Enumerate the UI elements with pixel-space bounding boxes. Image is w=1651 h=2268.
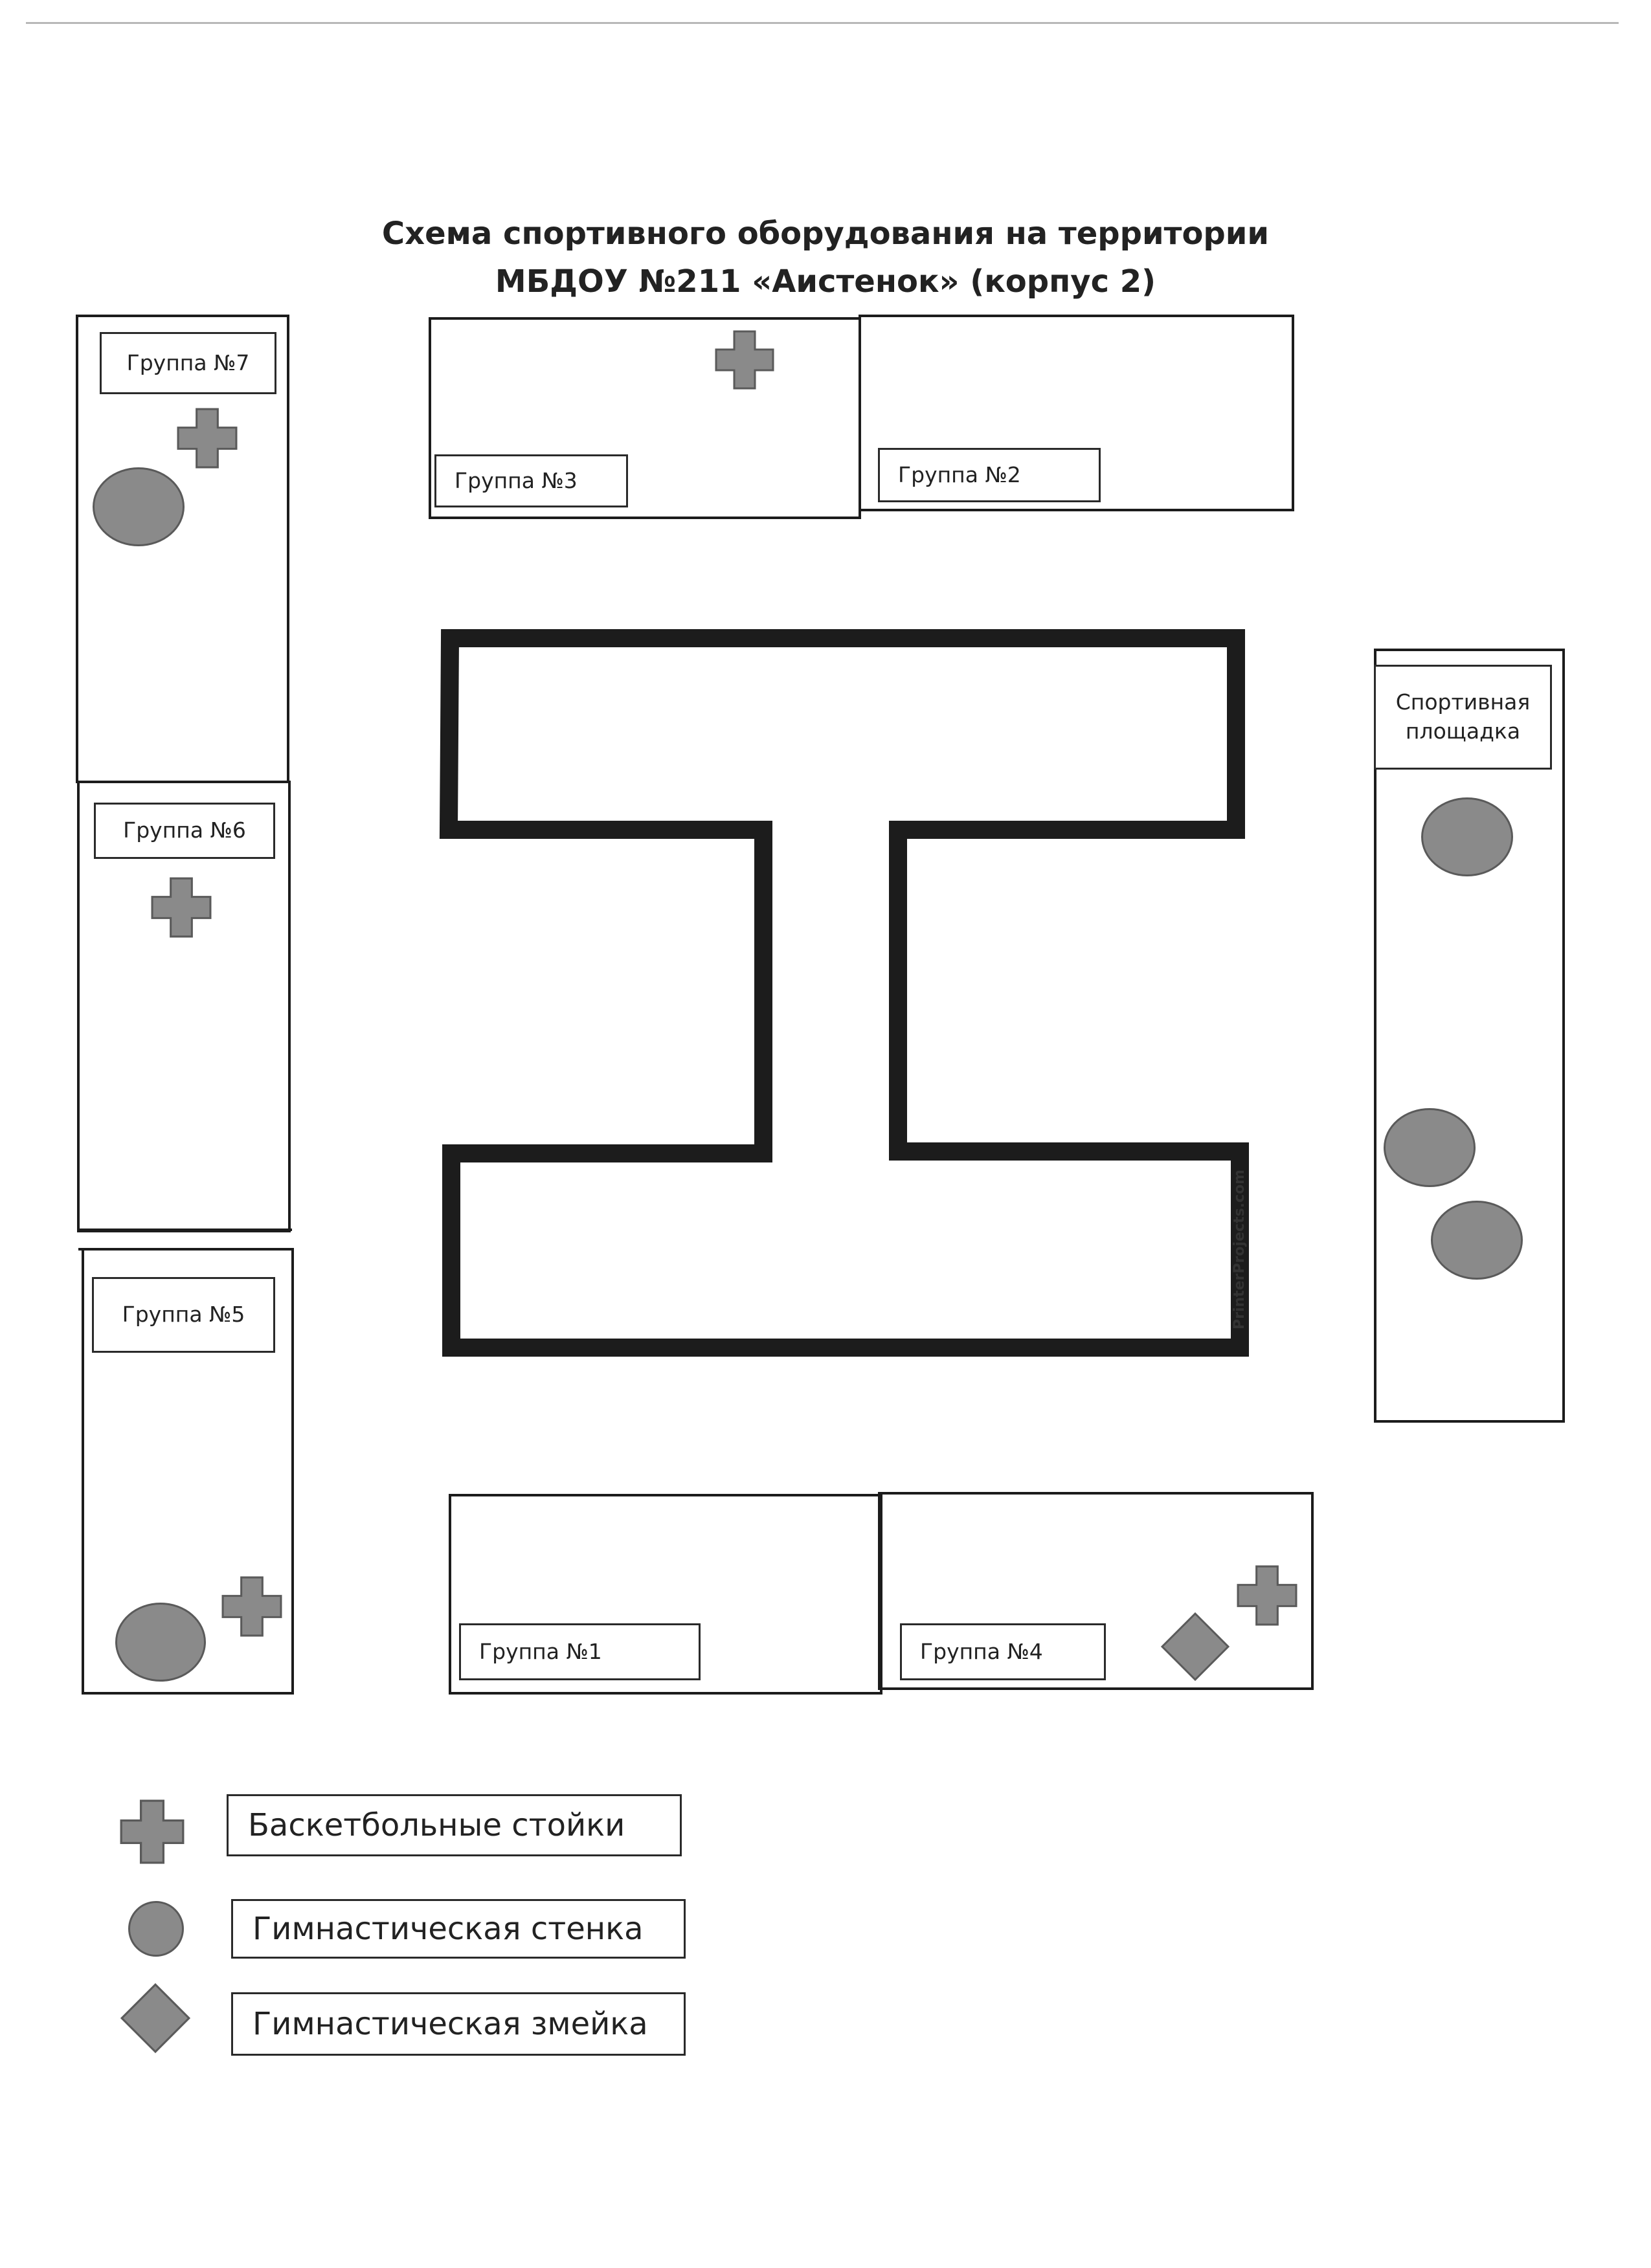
cross-icon — [177, 408, 238, 469]
circle-icon — [1431, 1201, 1523, 1280]
circle-icon — [115, 1603, 206, 1682]
label-group-1: Группа №1 — [459, 1623, 701, 1680]
cross-icon — [151, 877, 212, 938]
diamond-icon — [120, 1983, 191, 2054]
label-group-3: Группа №3 — [434, 454, 628, 507]
label-group-7: Группа №7 — [100, 332, 276, 394]
circle-icon — [1384, 1108, 1476, 1187]
title-line-2: МБДОУ №211 «Аистенок» (корпус 2) — [495, 263, 1156, 300]
circle-icon — [93, 467, 185, 546]
legend-snake-label: Гимнастическая змейка — [231, 1992, 686, 2056]
circle-icon — [128, 1901, 184, 1957]
diamond-icon — [1160, 1612, 1230, 1682]
label-group-4: Группа №4 — [900, 1623, 1106, 1680]
cross-icon — [715, 330, 774, 390]
label-group-5: Группа №5 — [92, 1277, 275, 1353]
cross-icon — [120, 1799, 185, 1864]
label-group-2: Группа №2 — [878, 448, 1101, 502]
building-watermark: PrinterProjects.com — [1231, 1169, 1248, 1329]
sports-ground-line-2: площадка — [1405, 718, 1521, 744]
label-group-6: Группа №6 — [94, 803, 275, 859]
title-line-1: Схема спортивного оборудования на территории — [381, 216, 1270, 252]
cross-icon — [221, 1576, 282, 1637]
circle-icon — [1421, 797, 1513, 876]
sports-ground-line-1: Спортивная — [1395, 689, 1531, 715]
cross-icon — [1237, 1565, 1297, 1626]
building-shape — [449, 638, 1240, 1348]
legend-basketball-label: Баскетбольные стойки — [227, 1794, 682, 1856]
legend-wall-label: Гимнастическая стенка — [231, 1899, 686, 1959]
